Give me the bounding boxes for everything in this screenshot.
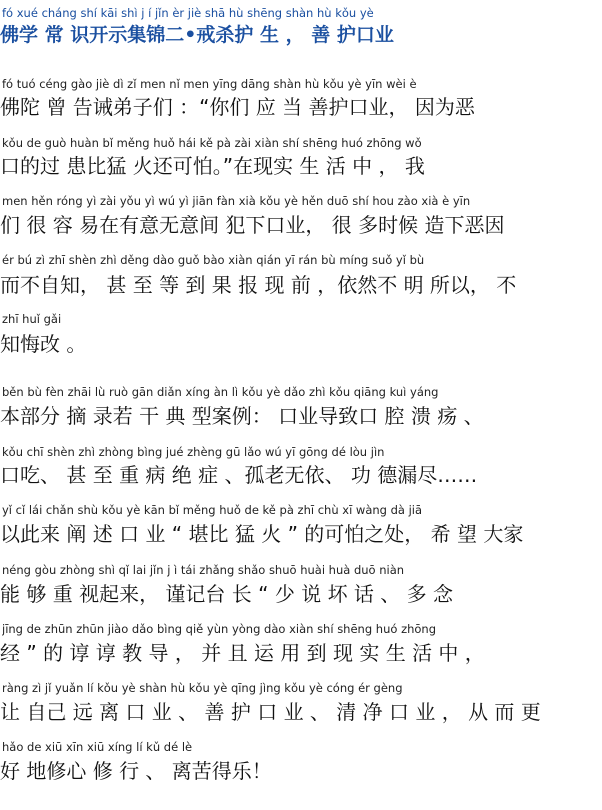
line-pinyin: yǐ cǐ lái chǎn shù kǒu yè kān bǐ měng huǒ de kě pà zhī chù xī wàng dà jiā (2, 503, 423, 517)
line-text: 知悔改 。 (0, 332, 87, 356)
line-text: 口吃、 甚 至 重 病 绝 症 、孤老无依、 功 德漏尽…… (0, 463, 478, 487)
line-text: 们 很 容 易在有意无意间 犯下口业， 很 多时候 造下恶因 (0, 213, 505, 237)
title-pinyin: fó xué cháng shí kāi shì j í jǐn èr jiè shā hù shēng shàn hù kǒu yè (2, 6, 374, 20)
line-pinyin: jīng de zhūn zhūn jiào dǎo bìng qiě yùn yòng dào xiàn shí shēng huó zhōng (2, 622, 437, 636)
title-text: 佛学 常 识开示集锦二•戒杀护 生 ， 善 护口业 (0, 24, 394, 46)
line-pinyin: ràng zì jǐ yuǎn lí kǒu yè shàn hù kǒu yè qīng jìng kǒu yè cóng ér gèng (2, 681, 403, 695)
line-pinyin: hǎo de xiū xīn xiū xíng lí kǔ dé lè (2, 740, 193, 754)
line-text: 以此来 阐 述 口 业 “ 堪比 猛 火 ” 的可怕之处， 希 望 大家 (0, 522, 524, 546)
line-text: 好 地修心 修 行 、 离苦得乐！ (0, 759, 272, 783)
line-pinyin: ér bú zì zhī shèn zhì děng dào guǒ bào xiàn qián yī rán bù míng suǒ yǐ bù (2, 253, 425, 267)
line-pinyin: kǒu de guò huàn bǐ měng huǒ hái kě pà zài xiàn shí shēng huó zhōng wǒ (2, 136, 422, 150)
line-text: 佛陀 曾 告诫弟子们 ：“你们 应 当 善护口业， 因为恶 (0, 95, 475, 119)
line-pinyin: men hěn róng yì zài yǒu yì wú yì jiān fàn xià kǒu yè hěn duō shí hou zào xià è yīn (2, 194, 471, 208)
line-text: 本部分 摘 录若 干 典 型案例： 口业导致口 腔 溃 疡 、 (0, 404, 484, 428)
line-text: 能 够 重 视起来， 谨记台 长 “ 少 说 坏 话 、 多 念 (0, 582, 454, 606)
line-pinyin: néng gòu zhòng shì qǐ lai jǐn j ì tái zhǎng shǎo shuō huài huà duō niàn (2, 563, 405, 577)
line-text: 让 自己 远 离 口 业 、 善 护 口 业 、 清 净 口 业 ， 从 而 更 (0, 700, 541, 724)
line-pinyin: zhī huǐ gǎi (2, 312, 62, 326)
line-pinyin: fó tuó céng gào jiè dì zǐ men nǐ men yīng dāng shàn hù kǒu yè yīn wèi è (2, 77, 417, 91)
line-text: 经 ” 的 谆 谆 教 导 ， 并 且 运 用 到 现 实 生 活 中 ， (0, 641, 485, 665)
line-pinyin: běn bù fèn zhāi lù ruò gān diǎn xíng àn lì kǒu yè dǎo zhì kǒu qiāng kuì yáng (2, 385, 439, 399)
line-pinyin: kǒu chī shèn zhì zhòng bìng jué zhèng gū lǎo wú yī gōng dé lòu jìn (2, 445, 385, 459)
line-text: 而不自知， 甚 至 等 到 果 报 现 前 ，依然不 明 所以， 不 (0, 273, 517, 297)
line-text: 口的过 患比猛 火还可怕。”在现实 生 活 中 ， 我 (0, 154, 425, 178)
